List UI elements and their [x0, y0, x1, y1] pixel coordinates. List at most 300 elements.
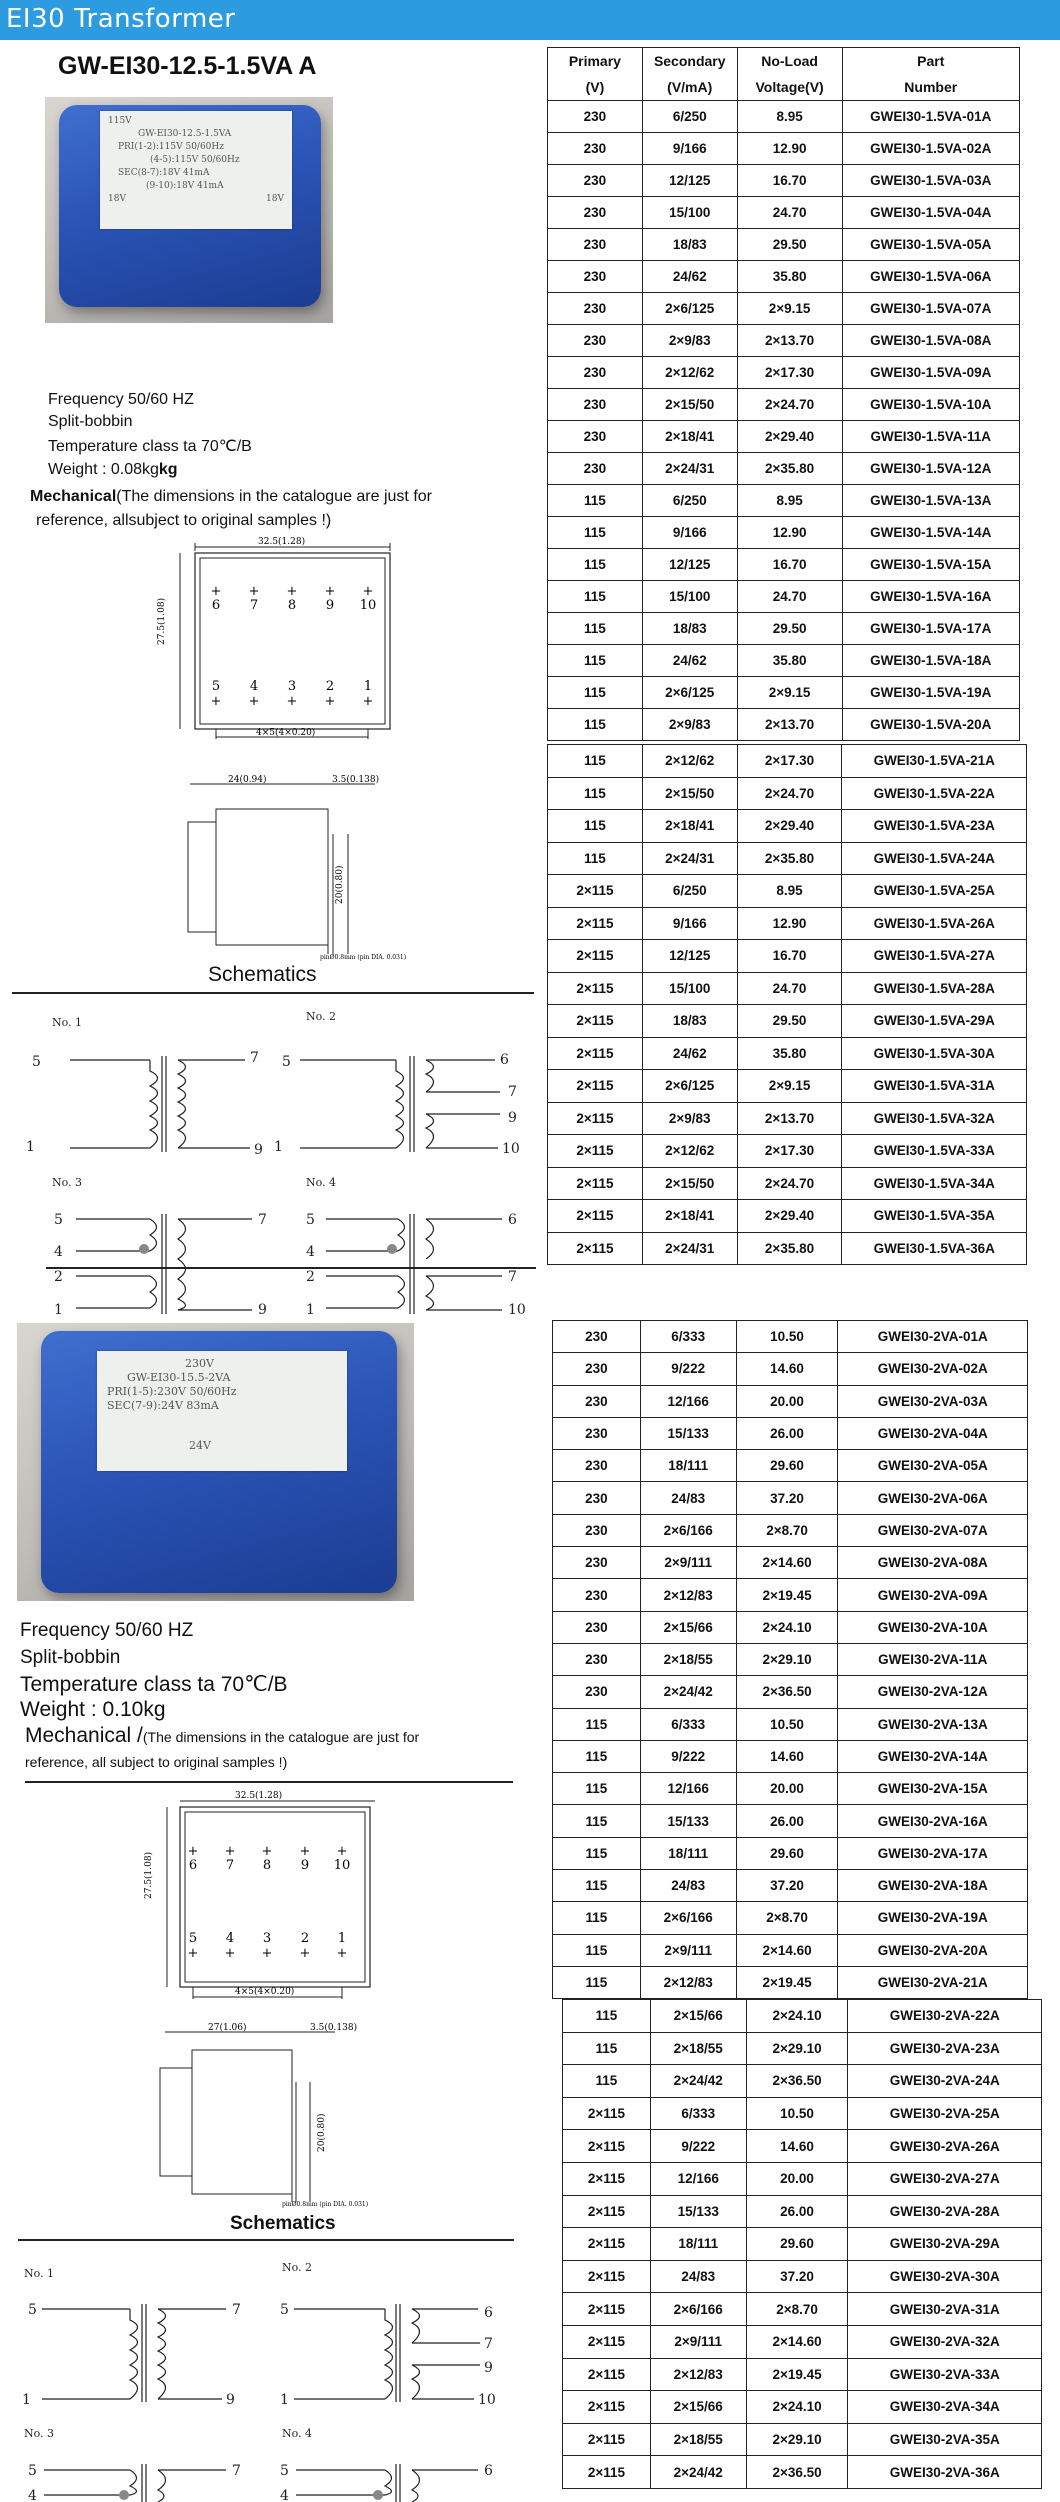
- photo-label-line: 18V: [108, 194, 126, 204]
- table-cell: 230: [553, 1579, 641, 1611]
- table-cell: 9/222: [640, 1353, 736, 1385]
- svg-text:+: +: [336, 1946, 348, 1961]
- table-row: [563, 2423, 1042, 2456]
- table-cell: 26.00: [736, 1805, 838, 1837]
- table-cell: 2×6/166: [640, 1514, 736, 1546]
- table-cell: 230: [553, 1643, 641, 1675]
- table-cell: GWEI30-2VA-29A: [848, 2228, 1042, 2261]
- table-cell: GWEI30-2VA-03A: [838, 1385, 1028, 1417]
- table-cell: GWEI30-2VA-28A: [848, 2195, 1042, 2228]
- table-cell: 2×12/62: [642, 357, 737, 389]
- svg-text:+: +: [248, 584, 260, 599]
- table-cell: GWEI30-1.5VA-23A: [842, 810, 1027, 843]
- spec-temperature-2: Temperature class ta 70℃/B: [20, 1673, 288, 1696]
- table-cell: 2×18/55: [650, 2032, 746, 2065]
- table-cell: 24/83: [650, 2260, 746, 2293]
- table-cell: GWEI30-1.5VA-21A: [842, 745, 1027, 778]
- table-cell: 115: [553, 1902, 641, 1934]
- table-cell: GWEI30-2VA-01A: [838, 1321, 1028, 1353]
- table-row: [553, 1482, 1028, 1514]
- table-cell: 2×13.70: [737, 325, 842, 357]
- table-cell: 8.95: [737, 101, 842, 133]
- dim-width: 32.5(1.28): [235, 1791, 283, 1801]
- table-cell: 9/166: [642, 517, 737, 549]
- table-row: [563, 2260, 1042, 2293]
- column-header: Part Number: [842, 48, 1019, 101]
- table-row: [553, 1708, 1028, 1740]
- table-cell: 115: [553, 1708, 641, 1740]
- table-cell: 14.60: [746, 2130, 848, 2163]
- table-cell: 9/166: [642, 133, 737, 165]
- photo-label-line: SEC(8-7):18V 41mA: [118, 168, 210, 178]
- table-cell: 26.00: [746, 2195, 848, 2228]
- pin-number: 7: [225, 1858, 235, 1873]
- schematic-pin: 6: [484, 2463, 493, 2479]
- dim-height: 27.5(1.08): [144, 1851, 154, 1899]
- column-header: Primary (V): [548, 48, 643, 101]
- svg-text:+: +: [210, 584, 222, 599]
- table-cell: 115: [563, 2032, 651, 2065]
- pin-number: 3: [262, 1931, 272, 1946]
- mechanical-label: Mechanical /: [25, 1724, 143, 1747]
- table-cell: 2×6/166: [650, 2293, 746, 2326]
- table-cell: GWEI30-1.5VA-12A: [842, 453, 1019, 485]
- table-cell: 24.70: [737, 581, 842, 613]
- photo-label-line: SEC(7-9):24V 83mA: [107, 1399, 219, 1412]
- table-cell: GWEI30-2VA-31A: [848, 2293, 1042, 2326]
- svg-text:+: +: [224, 1946, 236, 1961]
- table-cell: 230: [553, 1514, 641, 1546]
- table-row: [553, 1870, 1028, 1902]
- table-cell: 230: [553, 1676, 641, 1708]
- table-cell: 115: [548, 581, 643, 613]
- table-cell: 115: [553, 1934, 641, 1966]
- table-cell: 115: [548, 777, 643, 810]
- table-cell: 2×18/55: [640, 1643, 736, 1675]
- table-row: [563, 2162, 1042, 2195]
- table-cell: 2×115: [548, 907, 643, 940]
- table-cell: 2×13.70: [737, 709, 842, 741]
- table-row: [548, 972, 1027, 1005]
- table-cell: 2×29.40: [737, 810, 842, 843]
- table-cell: 2×9/83: [642, 1102, 737, 1135]
- schematic-label: No. 3: [52, 1176, 83, 1189]
- table-row: [553, 1902, 1028, 1934]
- svg-text:+: +: [261, 1946, 273, 1961]
- table-cell: 2×36.50: [746, 2456, 848, 2489]
- schematic-pin: 4: [54, 1244, 63, 1260]
- table-row: [548, 453, 1020, 485]
- dim-pitch: 4×5(4×0.20): [235, 1987, 295, 1997]
- table-cell: 115: [548, 645, 643, 677]
- table-cell: GWEI30-2VA-10A: [838, 1611, 1028, 1643]
- table-cell: 115: [553, 1870, 641, 1902]
- table-cell: 18/111: [640, 1837, 736, 1869]
- table-cell: GWEI30-1.5VA-29A: [842, 1005, 1027, 1038]
- table-cell: 115: [548, 677, 643, 709]
- table-cell: 230: [548, 229, 643, 261]
- table-cell: 2×115: [548, 1037, 643, 1070]
- table-cell: 12.90: [737, 133, 842, 165]
- table-cell: 230: [553, 1321, 641, 1353]
- table-cell: 2×12/62: [642, 1135, 737, 1168]
- svg-text:+: +: [362, 694, 374, 709]
- table-cell: 18/83: [642, 1005, 737, 1038]
- table-row: [548, 810, 1027, 843]
- table-cell: 2×12/83: [650, 2358, 746, 2391]
- table-row: [548, 1167, 1027, 1200]
- table-cell: 35.80: [737, 1037, 842, 1070]
- table-cell: GWEI30-2VA-19A: [838, 1902, 1028, 1934]
- table-cell: GWEI30-1.5VA-02A: [842, 133, 1019, 165]
- pin-number: 6: [188, 1858, 198, 1873]
- table-cell: 2×12/83: [640, 1579, 736, 1611]
- table-row: [548, 517, 1020, 549]
- table-cell: 2×9.15: [737, 677, 842, 709]
- table-cell: GWEI30-2VA-22A: [848, 2000, 1042, 2033]
- table-cell: 16.70: [737, 549, 842, 581]
- table-cell: 2×115: [548, 875, 643, 908]
- pin-number: 6: [211, 598, 221, 613]
- column-header: No-Load Voltage(V): [737, 48, 842, 101]
- table-cell: 16.70: [737, 940, 842, 973]
- table-cell: 29.60: [746, 2228, 848, 2261]
- table-cell: 35.80: [737, 261, 842, 293]
- svg-text:+: +: [286, 584, 298, 599]
- table-cell: 9/166: [642, 907, 737, 940]
- model-title: GW-EI30-12.5-1.5VA A: [58, 52, 317, 80]
- table-cell: 24.70: [737, 972, 842, 1005]
- table-cell: 115: [553, 1773, 641, 1805]
- table-cell: 10.50: [736, 1321, 838, 1353]
- mechanical-note-2b: reference, all subject to original samples !): [25, 1754, 288, 1770]
- table-cell: 115: [553, 1837, 641, 1869]
- table-row: [548, 101, 1020, 133]
- table-row: [563, 2195, 1042, 2228]
- table-cell: GWEI30-1.5VA-32A: [842, 1102, 1027, 1135]
- table-cell: 2×115: [563, 2260, 651, 2293]
- svg-text:+: +: [286, 694, 298, 709]
- schematics-title-2: Schematics: [230, 2213, 336, 2234]
- schematic-pin: 5: [28, 2463, 37, 2479]
- spec-table-4: [562, 1999, 1042, 2489]
- table-cell: 230: [553, 1611, 641, 1643]
- table-row: [548, 1102, 1027, 1135]
- photo-label-line: 24V: [189, 1439, 211, 1452]
- table-cell: GWEI30-1.5VA-35A: [842, 1200, 1027, 1233]
- table-cell: GWEI30-2VA-06A: [838, 1482, 1028, 1514]
- table-cell: GWEI30-2VA-11A: [838, 1643, 1028, 1675]
- table-cell: 12/125: [642, 940, 737, 973]
- table-cell: 2×24.70: [737, 389, 842, 421]
- table-cell: 15/133: [650, 2195, 746, 2228]
- column-header: Secondary (V/mA): [642, 48, 737, 101]
- table-cell: 18/111: [640, 1450, 736, 1482]
- table-cell: 2×29.40: [737, 421, 842, 453]
- table-row: [553, 1837, 1028, 1869]
- spec-table-3: [552, 1320, 1028, 1999]
- table-cell: 12/166: [640, 1385, 736, 1417]
- table-cell: 6/250: [642, 101, 737, 133]
- table-cell: 115: [548, 745, 643, 778]
- table-cell: GWEI30-2VA-35A: [848, 2423, 1042, 2456]
- schematic-pin: 10: [508, 1302, 526, 1318]
- photo-label-line: GW-EI30-12.5-1.5VA: [138, 129, 232, 139]
- table-row: [548, 645, 1020, 677]
- pin-note: pinØ0.8mm (pin DIA. 0.031): [320, 954, 407, 961]
- table-cell: 2×15/50: [642, 777, 737, 810]
- pin-number: 3: [287, 679, 297, 694]
- table-cell: 115: [548, 549, 643, 581]
- table-cell: GWEI30-2VA-05A: [838, 1450, 1028, 1482]
- table-cell: 6/250: [642, 875, 737, 908]
- table-cell: 15/100: [642, 581, 737, 613]
- table-cell: 2×115: [563, 2358, 651, 2391]
- table-cell: 29.60: [736, 1837, 838, 1869]
- table-cell: 2×115: [563, 2325, 651, 2358]
- table-row: [548, 325, 1020, 357]
- table-cell: GWEI30-2VA-09A: [838, 1579, 1028, 1611]
- table-cell: 2×17.30: [737, 1135, 842, 1168]
- table-cell: 35.80: [737, 645, 842, 677]
- table-row: [548, 165, 1020, 197]
- table-cell: GWEI30-1.5VA-34A: [842, 1167, 1027, 1200]
- pin-number: 8: [287, 598, 297, 613]
- table-cell: 115: [553, 1740, 641, 1772]
- table-cell: 24.70: [737, 197, 842, 229]
- table-cell: 2×8.70: [736, 1514, 838, 1546]
- table-cell: GWEI30-2VA-07A: [838, 1514, 1028, 1546]
- table-cell: 230: [548, 325, 643, 357]
- table-row: [548, 357, 1020, 389]
- schematic-pin: 7: [232, 2463, 241, 2479]
- spec-mechanical-2: [25, 1724, 419, 1748]
- title-banner: [0, 0, 1060, 40]
- table-cell: 230: [548, 165, 643, 197]
- table-cell: 115: [553, 1966, 641, 1998]
- table-cell: 12.90: [737, 907, 842, 940]
- table-cell: GWEI30-1.5VA-08A: [842, 325, 1019, 357]
- schematic-label: No. 4: [306, 1176, 337, 1189]
- schematic-pin: 9: [254, 1142, 263, 1158]
- schematic-pin: 7: [232, 2302, 241, 2318]
- table-cell: 2×115: [563, 2097, 651, 2130]
- table-cell: 29.60: [736, 1450, 838, 1482]
- side-view-drawing-1: [170, 774, 440, 974]
- schematic-pin: 9: [226, 2392, 235, 2408]
- schematic-pin: 5: [28, 2302, 37, 2318]
- table-cell: GWEI30-1.5VA-10A: [842, 389, 1019, 421]
- spec-weight: [48, 461, 178, 479]
- table-cell: 6/333: [640, 1321, 736, 1353]
- table-row: [563, 2293, 1042, 2326]
- table-cell: GWEI30-2VA-30A: [848, 2260, 1042, 2293]
- table-cell: 16.70: [737, 165, 842, 197]
- table-cell: GWEI30-1.5VA-25A: [842, 875, 1027, 908]
- table-header-row: [548, 48, 1020, 101]
- table-cell: GWEI30-2VA-02A: [838, 1353, 1028, 1385]
- table-cell: 230: [548, 357, 643, 389]
- table-cell: 2×15/50: [642, 389, 737, 421]
- table-cell: 2×29.10: [746, 2423, 848, 2456]
- table-cell: 20.00: [736, 1385, 838, 1417]
- table-cell: GWEI30-2VA-21A: [838, 1966, 1028, 1998]
- table-cell: 2×29.40: [737, 1200, 842, 1233]
- table-cell: 2×18/55: [650, 2423, 746, 2456]
- table-cell: 24/83: [640, 1482, 736, 1514]
- table-row: [548, 1037, 1027, 1070]
- pin-number: 5: [211, 679, 221, 694]
- table-cell: 2×115: [548, 940, 643, 973]
- table-cell: GWEI30-2VA-25A: [848, 2097, 1042, 2130]
- schematic-pin: 2: [54, 1269, 63, 1285]
- pin-number: 9: [325, 598, 335, 613]
- table-cell: 2×9/111: [650, 2325, 746, 2358]
- table-row: [553, 1934, 1028, 1966]
- schematic-pin: 6: [484, 2305, 493, 2321]
- photo-label-line: 115V: [108, 116, 132, 126]
- table-row: [548, 1232, 1027, 1265]
- table-cell: GWEI30-2VA-20A: [838, 1934, 1028, 1966]
- table-cell: 8.95: [737, 485, 842, 517]
- table-cell: 2×29.10: [746, 2032, 848, 2065]
- table-cell: 115: [548, 517, 643, 549]
- transformer-photo-1: [45, 97, 333, 323]
- dim-pitch: 4×5(4×0.20): [256, 728, 316, 738]
- mechanical-note: (The dimensions in the catalogue are just for: [142, 1729, 420, 1745]
- table-cell: 6/250: [642, 485, 737, 517]
- table-row: [553, 1514, 1028, 1546]
- svg-text:+: +: [336, 1844, 348, 1859]
- table-row: [548, 485, 1020, 517]
- table-cell: 2×115: [563, 2228, 651, 2261]
- photo-label-line: PRI(1-2):115V 50/60Hz: [118, 142, 225, 152]
- table-cell: 20.00: [736, 1773, 838, 1805]
- table-cell: 14.60: [736, 1353, 838, 1385]
- table-cell: 15/133: [640, 1417, 736, 1449]
- schematic-pin: 1: [54, 1302, 63, 1318]
- table-cell: 2×24/42: [650, 2065, 746, 2098]
- table-cell: 2×15/50: [642, 1167, 737, 1200]
- schematic-label: No. 1: [52, 1016, 83, 1029]
- schematic-label: No. 4: [282, 2427, 313, 2440]
- table-cell: 230: [548, 453, 643, 485]
- schematic-pin: 5: [280, 2302, 289, 2318]
- table-row: [553, 1966, 1028, 1998]
- table-cell: 2×115: [563, 2195, 651, 2228]
- table-cell: 2×115: [548, 1005, 643, 1038]
- schematics-diagram-1: [0, 996, 540, 1326]
- table-cell: 230: [553, 1547, 641, 1579]
- pin-note: pinØ0.8mm (pin DIA. 0.031): [282, 2201, 369, 2208]
- table-cell: 2×115: [563, 2293, 651, 2326]
- pin-number: 1: [337, 1931, 347, 1946]
- table-cell: 2×15/66: [650, 2391, 746, 2424]
- table-cell: 2×24/31: [642, 842, 737, 875]
- schematic-label: No. 2: [306, 1010, 337, 1023]
- table-cell: GWEI30-1.5VA-09A: [842, 357, 1019, 389]
- table-row: [548, 197, 1020, 229]
- schematic-pin: 7: [508, 1084, 517, 1100]
- table-cell: 2×115: [563, 2130, 651, 2163]
- spec-weight-2: Weight : 0.10kg: [20, 1698, 166, 1721]
- schematic-pin: 4: [280, 2488, 289, 2502]
- table-cell: GWEI30-2VA-34A: [848, 2391, 1042, 2424]
- table-cell: GWEI30-1.5VA-28A: [842, 972, 1027, 1005]
- schematic-pin: 1: [26, 1139, 35, 1155]
- pin-number: 4: [225, 1931, 235, 1946]
- table-cell: 115: [548, 842, 643, 875]
- table-row: [548, 940, 1027, 973]
- page-title: EI30 Transformer: [6, 4, 236, 34]
- table-row: [563, 2032, 1042, 2065]
- table-cell: GWEI30-2VA-33A: [848, 2358, 1042, 2391]
- svg-text:+: +: [210, 694, 222, 709]
- table-cell: 10.50: [736, 1708, 838, 1740]
- table-row: [548, 421, 1020, 453]
- pin-number: 2: [300, 1931, 310, 1946]
- schematic-pin: 4: [28, 2488, 37, 2502]
- table-cell: 2×14.60: [736, 1547, 838, 1579]
- table-cell: GWEI30-2VA-32A: [848, 2325, 1042, 2358]
- pin-number: 5: [188, 1931, 198, 1946]
- table-cell: 2×9.15: [737, 293, 842, 325]
- table-cell: 26.00: [736, 1417, 838, 1449]
- table-cell: 12/166: [640, 1773, 736, 1805]
- table-row: [563, 2391, 1042, 2424]
- table-cell: 29.50: [737, 1005, 842, 1038]
- table-cell: 2×35.80: [737, 842, 842, 875]
- table-row: [548, 133, 1020, 165]
- table-row: [563, 2065, 1042, 2098]
- table-cell: 20.00: [746, 2162, 848, 2195]
- table-cell: 2×115: [563, 2423, 651, 2456]
- svg-text:+: +: [299, 1844, 311, 1859]
- divider: [25, 1781, 513, 1783]
- pin-number: 1: [363, 679, 373, 694]
- table-row: [553, 1805, 1028, 1837]
- schematic-pin: 6: [508, 1212, 517, 1228]
- table-row: [548, 389, 1020, 421]
- table-cell: 15/100: [642, 197, 737, 229]
- table-cell: GWEI30-1.5VA-07A: [842, 293, 1019, 325]
- table-row: [553, 1547, 1028, 1579]
- schematic-pin: 7: [250, 1050, 259, 1066]
- svg-text:+: +: [248, 694, 260, 709]
- table-cell: GWEI30-2VA-18A: [838, 1870, 1028, 1902]
- table-cell: 2×9/83: [642, 325, 737, 357]
- table-row: [563, 2456, 1042, 2489]
- table-row: [563, 2000, 1042, 2033]
- photo-label-line: 230V: [185, 1357, 214, 1370]
- schematic-pin: 5: [306, 1212, 315, 1228]
- pin-number: 10: [359, 598, 377, 613]
- table-cell: 2×24/31: [642, 453, 737, 485]
- table-cell: GWEI30-1.5VA-15A: [842, 549, 1019, 581]
- schematic-pin: 5: [280, 2463, 289, 2479]
- schematic-pin: 5: [32, 1054, 41, 1070]
- schematic-pin: 9: [484, 2360, 493, 2376]
- spec-table-1: [547, 47, 1020, 741]
- table-cell: GWEI30-2VA-23A: [848, 2032, 1042, 2065]
- table-cell: 115: [548, 810, 643, 843]
- table-row: [553, 1676, 1028, 1708]
- table-cell: GWEI30-1.5VA-27A: [842, 940, 1027, 973]
- spec-bobbin-2: Split-bobbin: [20, 1647, 121, 1668]
- schematic-pin: 1: [306, 1302, 315, 1318]
- table-cell: 2×9.15: [737, 1070, 842, 1103]
- table-cell: 2×115: [563, 2456, 651, 2489]
